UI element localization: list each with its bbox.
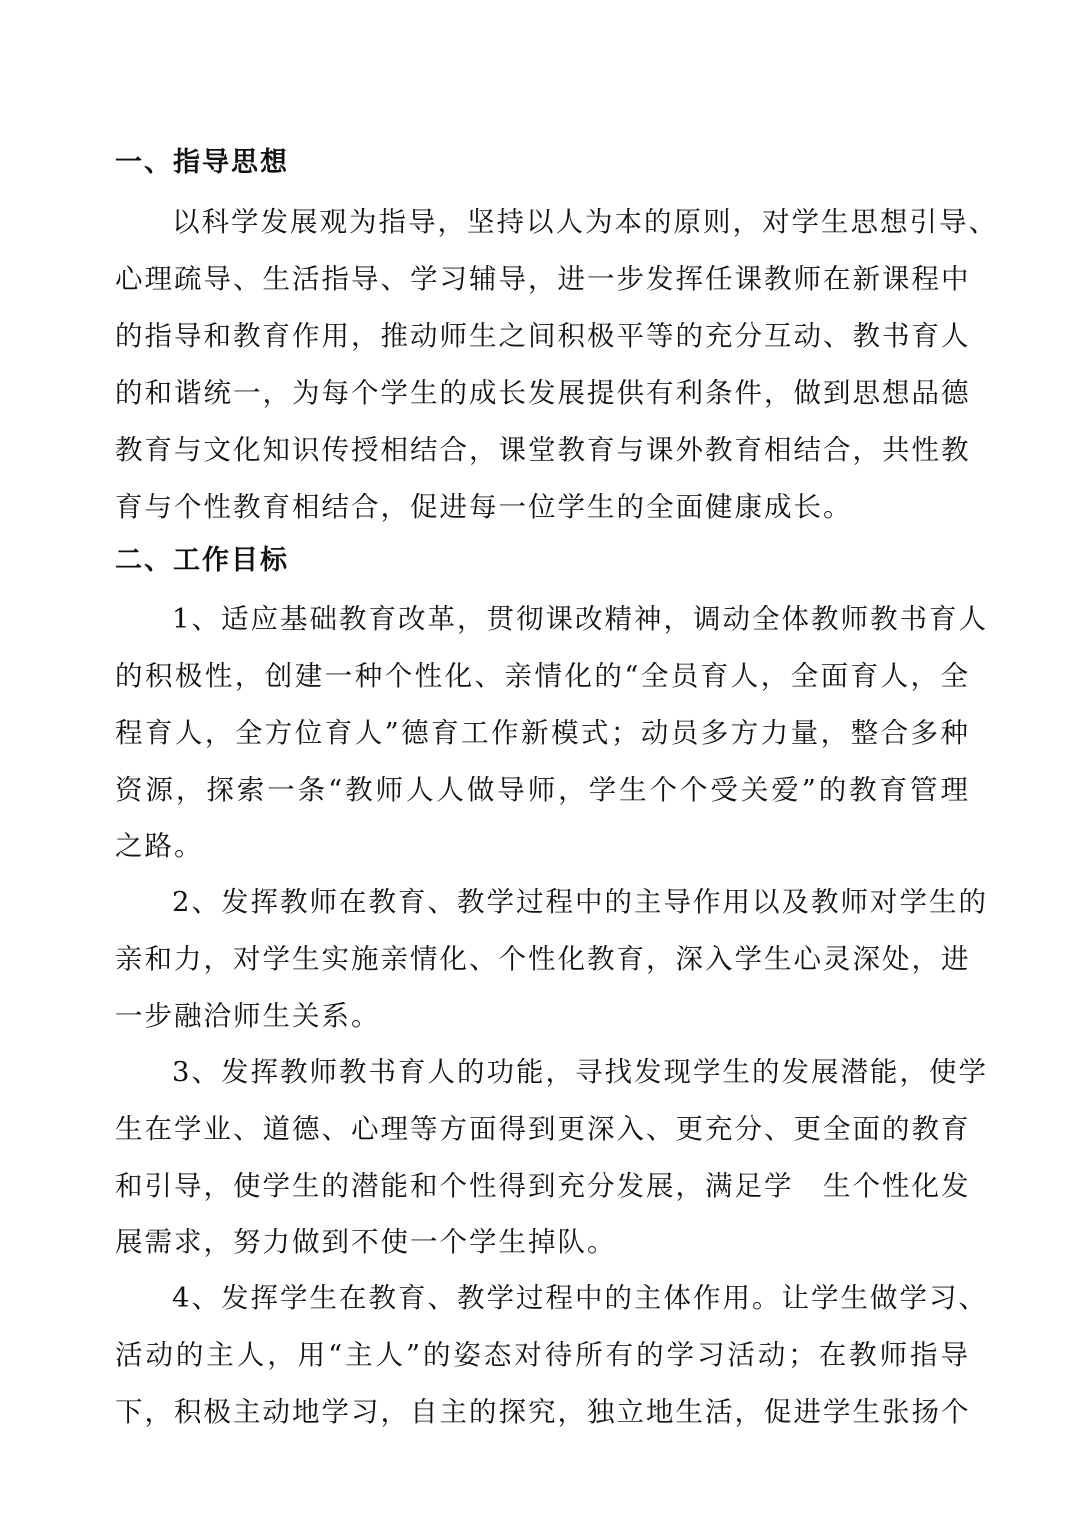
list-item-line: 程育人，全方位育人”德育工作新模式；动员多方力量，整合多种 [115, 717, 970, 749]
list-item-line: 1、适应基础教育改革，贯彻课改精神，调动全体教师教书育人 [172, 603, 988, 635]
section-heading-guiding-ideology: 一、指导思想 [115, 147, 289, 178]
list-item-line: 3、发挥教师教书育人的功能，寻找发现学生的发展潜能，使学 [172, 1056, 988, 1088]
list-item-line: 活动的主人，用“主人”的姿态对待所有的学习活动；在教师指导 [115, 1339, 970, 1371]
list-item-line: 和引导，使学生的潜能和个性得到充分发展，满足学 生个性化发 [115, 1170, 971, 1202]
list-item-line: 2、发挥教师在教育、教学过程中的主导作用以及教师对学生的 [172, 886, 988, 918]
paragraph-line: 的和谐统一，为每个学生的成长发展提供有利条件，做到思想品德 [115, 377, 971, 409]
paragraph-line: 育与个性教育相结合，促进每一位学生的全面健康成长。 [115, 491, 853, 523]
list-item-line: 的积极性，创建一种个性化、亲情化的“全员育人，全面育人，全 [115, 660, 970, 692]
list-item-line: 下，积极主动地学习，自主的探究，独立地生活，促进学生张扬个 [115, 1396, 971, 1428]
list-item-line: 亲和力，对学生实施亲情化、个性化教育，深入学生心灵深处，进 [115, 943, 971, 975]
paragraph-line: 的指导和教育作用，推动师生之间积极平等的充分互动、教书育人 [115, 320, 971, 352]
list-item-line: 一步融洽师生关系。 [115, 1000, 381, 1032]
paragraph-line: 以科学发展观为指导，坚持以人为本的原则，对学生思想引导、 [172, 206, 998, 238]
paragraph-line: 教育与文化知识传授相结合，课堂教育与课外教育相结合，共性教 [115, 434, 971, 466]
section-heading-work-goals: 二、工作目标 [115, 545, 289, 576]
paragraph-line: 心理疏导、生活指导、学习辅导，进一步发挥任课教师在新课程中 [115, 263, 971, 295]
list-item-line: 资源，探索一条“教师人人做导师，学生个个受关爱”的教育管理 [115, 774, 970, 806]
list-item-line: 生在学业、道德、心理等方面得到更深入、更充分、更全面的教育 [115, 1113, 971, 1145]
list-item-line: 展需求，努力做到不使一个学生掉队。 [115, 1226, 617, 1258]
list-item-line: 之路。 [115, 830, 204, 862]
list-item-line: 4、发挥学生在教育、教学过程中的主体作用。让学生做学习、 [172, 1282, 988, 1314]
